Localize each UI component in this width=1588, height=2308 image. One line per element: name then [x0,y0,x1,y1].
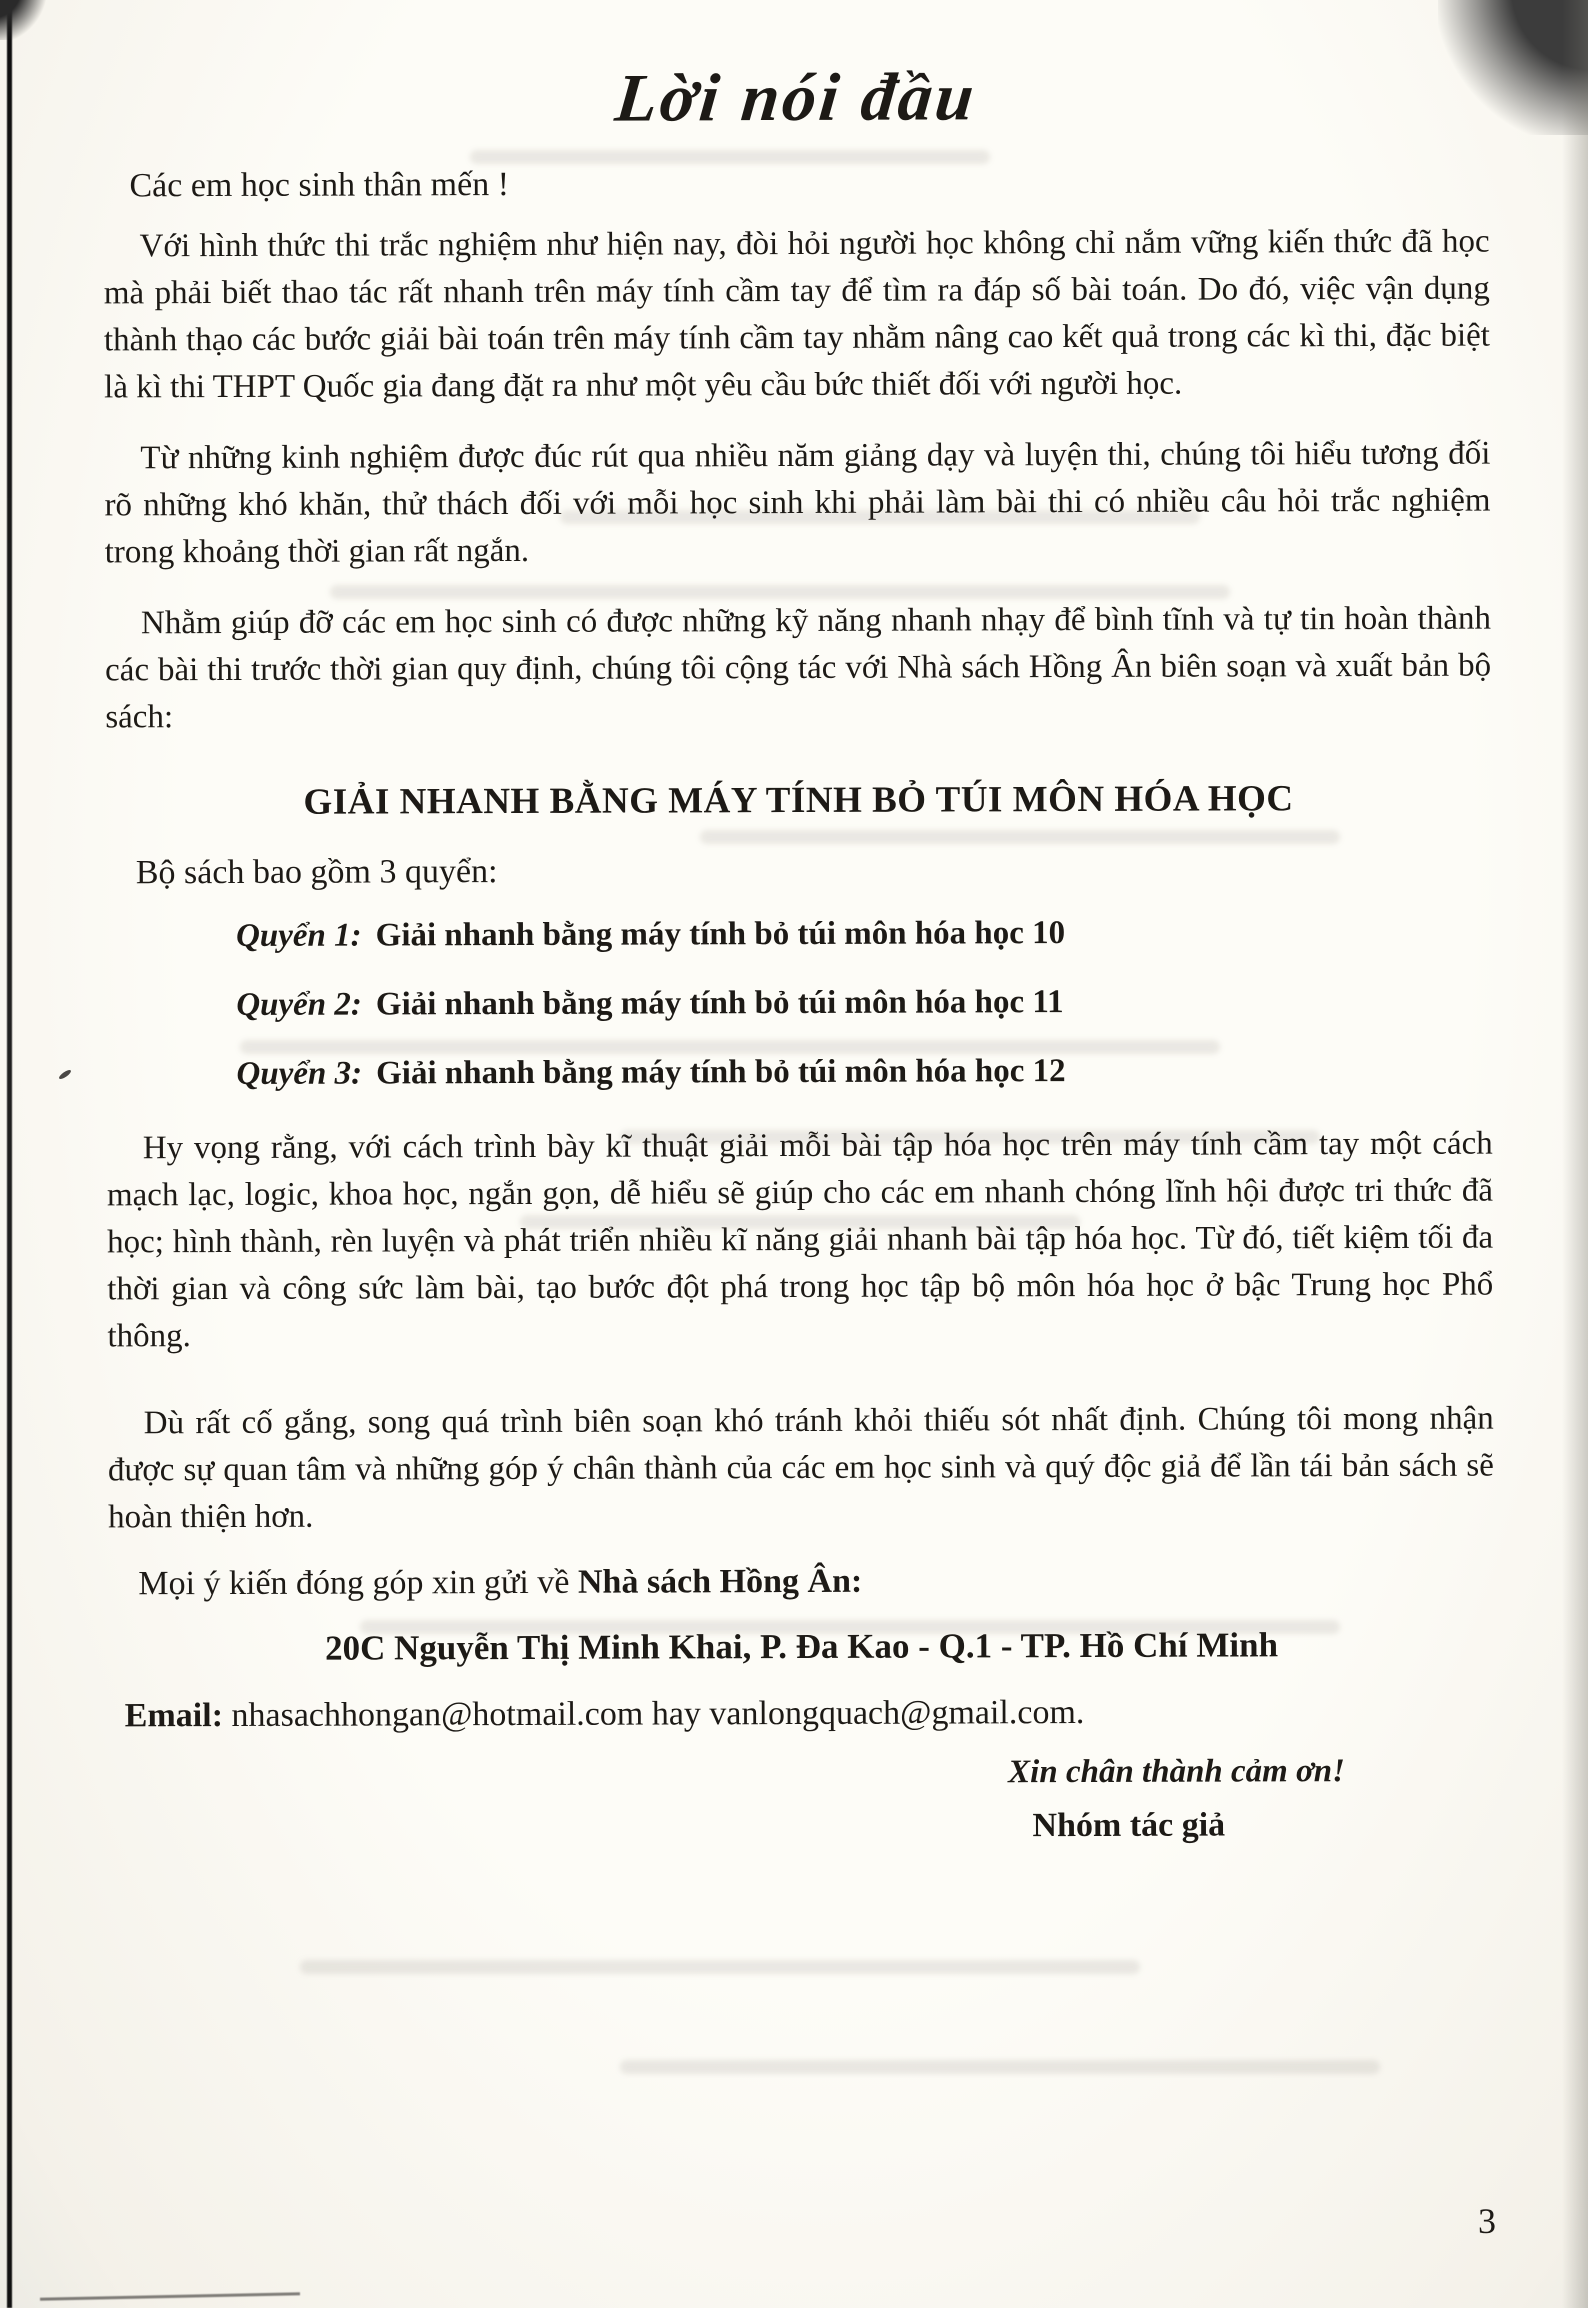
paragraph-3: Nhằm giúp đỡ các em học sinh có được những kỹ năng nhanh nhạy để bình tĩnh và tự tin hoàn thành các bài thi trước thời gian quy định, chúng tôi cộng tác với Nhà sách Hồng Ân biên soạn và xuất bản bộ sách: [105,600,1492,736]
publisher-name: Nhà sách Hồng Ân: [577,1562,863,1601]
bleed-through-artifact [620,2060,1380,2074]
paragraph-1: Với hình thức thi trắc nghiệm như hiện nay, đòi hỏi người học không chỉ nắm vững kiến thức đã học mà phải biết thao tác rất nhanh trên máy tính cầm tay để tìm ra đáp số bài toán. Do đó, việc vận dụng thành thạo các bước giải bài toán trên máy tính cầm tay nhằm nâng cao kết quả trong các kì thi, đặc biệt là kì thi THPT Quốc gia đang đặt ra như một yêu cầu bức thiết đối với người học. [103,223,1491,406]
book-title: Giải nhanh bằng máy tính bỏ túi môn hóa học 10 [375,915,1066,954]
scan-bottom-line-artifact [40,2292,300,2300]
email-label: Email: [124,1696,224,1735]
bleed-through-artifact [300,1960,1140,1974]
publisher-address: 20C Nguyễn Thị Minh Khai, P. Đa Kao - Q.1 - TP. Hồ Chí Minh [324,1625,1279,1668]
email-addresses: nhasachhongan@hotmail.com hay vanlongquach@gmail.com. [231,1693,1085,1734]
thanks-note: Xin chân thành cảm ơn! [1008,1753,1346,1791]
preface-title: Lời nói đầu [612,58,981,136]
book-label: Quyển 1: [235,917,362,954]
contact-prefix: Mọi ý kiến đóng góp xin gửi về [138,1563,570,1603]
contact-line [138,1561,1494,1604]
book-item-3 [236,1052,1492,1093]
email-line [125,1693,1495,1736]
series-intro: Bộ sách bao gồm 3 quyển: [135,853,498,892]
book-label: Quyển 3: [236,1055,363,1092]
book-title: Giải nhanh bằng máy tính bỏ túi môn hóa học 12 [376,1053,1066,1092]
author-signature: Nhóm tác giả [1032,1806,1226,1845]
salutation: Các em học sinh thân mến ! [129,165,510,205]
paragraph-2: Từ những kinh nghiệm được đúc rút qua nhiều năm giảng dạy và luyện thi, chúng tôi hiểu tương đối rõ những khó khăn, thử thách đối với mỗi học sinh khi phải làm bài thi có nhiều câu hỏi trắc nghiệm trong khoảng thời gian rất ngắn. [104,435,1491,571]
book-item-1 [236,914,1492,955]
series-title: GIẢI NHANH BẰNG MÁY TÍNH BỎ TÚI MÔN HÓA HỌC [303,778,1294,823]
closing-paragraph-1: Hy vọng rằng, với cách trình bày kĩ thuật giải mỗi bài tập hóa học trên máy tính cầm tay một cách mạch lạc, logic, khoa học, ngắn gọn, dễ hiểu sẽ giúp cho các em nhanh chóng lĩnh hội được tri thức đã học; hình thành, rèn luyện và phát triển nhiều kĩ năng giải nhanh bài tập hóa học. Từ đó, tiết kiệm tối đa thời gian và công sức làm bài, tạo bước đột phá trong học tập bộ môn hóa học ở bậc Trung học Phổ thông. [106,1125,1494,1355]
closing-paragraph-2: Dù rất cố gắng, song quá trình biên soạn khó tránh khỏi thiếu sót nhất định. Chúng tôi mong nhận được sự quan tâm và những góp ý chân thành của các em học sinh và quý độc giả để lần tái bản sách sẽ hoàn thiện hơn. [107,1400,1494,1536]
book-label: Quyển 2: [236,986,362,1023]
page-number: 3 [1478,2201,1496,2241]
book-title: Giải nhanh bằng máy tính bỏ túi môn hóa học 11 [375,984,1064,1023]
book-item-2 [236,983,1492,1024]
